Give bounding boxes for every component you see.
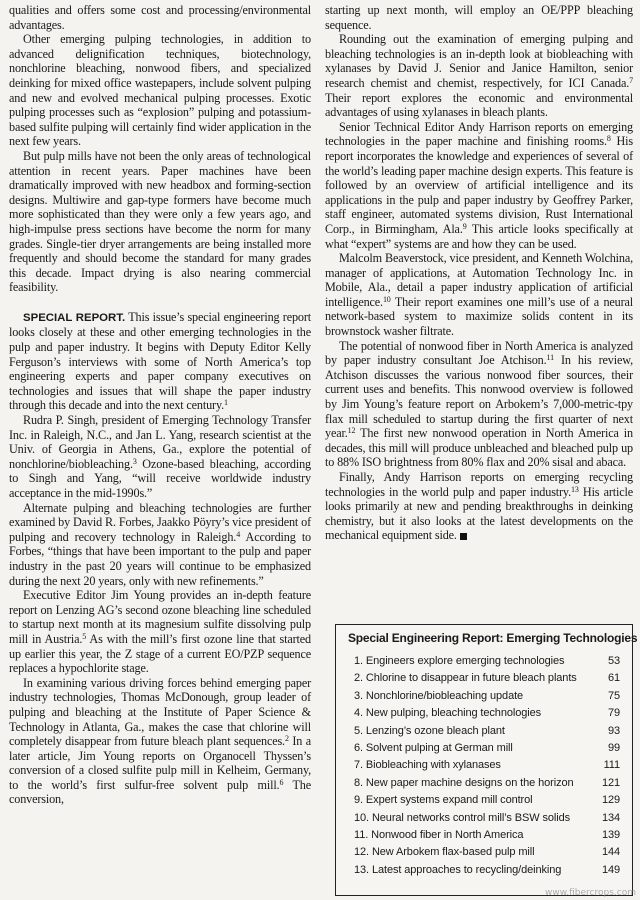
special-report-kicker: SPECIAL REPORT.	[23, 311, 126, 324]
left-column	[9, 3, 311, 807]
paragraph-text: Rudra P. Singh, president of Emerging Technology Transfer Inc. in Raleigh, N.C., and Jan L. Yang, research scientist at the Univ. of Georgia in Athens, Ga., explore the potential of nonchlorine/biobleaching.	[9, 413, 311, 471]
paragraph-text: Their report explores the economic and environmental advantages of using xylanases in bleach plants.	[325, 90, 633, 120]
contents-item-page: 111	[603, 759, 620, 772]
contents-item-label: 3. Nonchlorine/biobleaching update	[354, 689, 524, 702]
paragraph: But pulp mills have not been the only areas of technological attention in recent years. Paper machines have been dramatically improved with new headbox and forming-section designs. Multiwire and gap-type formers have become much more sophisticated than they were only a few years ago, and high-impulse press sections have become the norm for many grades. Single-tier dryer arrangements are being installed more frequently and should become the standard for many grades this decade. Impact drying is also nearing commercial feasibility.	[9, 148, 311, 295]
contents-item	[348, 775, 624, 792]
paragraph-text: Malcolm Beaverstock, vice president, and Kenneth Wolchina, manager of applications, at Automation Technology Inc. in Mobile, Ala., detail a paper industry application of artificial intelligence.	[325, 251, 633, 309]
footnote-ref: 2	[284, 734, 289, 744]
paragraph-text: His report incorporates the knowledge and experiences of several of the world’s leading paper machine design experts. This feature is followed by an overview of artificial intelligence and its applications in the pulp and paper industry by Geoffrey Parker, staff engineer, automated systems division, Rust International Corp., in Birmingham, Ala.	[325, 134, 633, 236]
contents-item-page: 144	[601, 846, 620, 859]
paragraph	[325, 120, 633, 251]
paragraph-text: The conversion,	[9, 777, 311, 807]
contents-item-label: 6. Solvent pulping at German mill	[354, 742, 513, 755]
contents-item	[348, 705, 624, 722]
paragraph-text: This issue’s special engineering report looks closely at these and other emerging technologies in the pulp and paper industry. It begins with Deputy Editor Kelly Ferguson’s interviews with some of North America’s top engineering experts and paper company executives on technologies and issues that will shape the paper industry through this decade and into the next century.	[9, 309, 311, 413]
contents-item-label: 9. Expert systems expand mill control	[354, 794, 533, 807]
contents-item-label: 13. Latest approaches to recycling/deinking	[354, 863, 562, 876]
contents-item-page: 139	[601, 829, 620, 842]
paragraph	[325, 32, 633, 120]
paragraph-text: As with the mill’s first ozone line that started up earlier this year, the Z stage of a current EO/PZP sequence replaces a hypochlorite stage.	[9, 631, 311, 676]
footnote-ref: 6	[279, 777, 284, 787]
footnote-ref: 1	[224, 398, 228, 408]
paragraph-text: According to Forbes, “things that have been important to the pulp and paper industry in the past 20 years will continue to be emphasized during the next 20 years, only with new refinements.”	[9, 529, 311, 588]
contents-item	[348, 757, 624, 774]
footnote-ref: 3	[132, 456, 137, 466]
paragraph-text: In a later article, Jim Young reports on Organocell Thyssen’s conversion of a closed sulfite pulp mill in Kelheim, Germany, to the world’s first sulfur-free solvent pulp mill.	[9, 734, 312, 792]
paragraph	[325, 339, 633, 470]
contents-list	[348, 653, 624, 879]
contents-item-page: 99	[607, 742, 620, 755]
contents-item	[348, 792, 624, 809]
paragraph-text: The potential of nonwood fiber in North America is analyzed by paper industry consultant Joe Atchison.	[325, 338, 633, 368]
contents-item-page: 75	[607, 689, 620, 702]
paragraph	[9, 501, 311, 589]
contents-item	[348, 688, 624, 705]
footnote-ref: 11	[546, 353, 554, 363]
contents-item-page: 61	[607, 672, 620, 685]
contents-item-page: 79	[607, 707, 620, 720]
paragraph	[9, 413, 311, 501]
contents-title: Special Engineering Report: Emerging Technologies	[348, 631, 638, 645]
contents-item-label: 4. New pulping, bleaching technologies	[354, 707, 541, 720]
contents-item	[348, 844, 624, 861]
contents-item-label: 5. Lenzing’s ozone bleach plant	[354, 724, 505, 737]
contents-item-label: 1. Engineers explore emerging technologies	[354, 655, 565, 667]
paragraph-text: In his review, Atchison discusses the various nonwood fiber sources, their current uses and benefits. This nonwood overview is followed by Jim Young’s feature report on Arbokem’s 7,000-metric-tpy flax mill scheduled to startup during the first quarter of next year.	[325, 353, 633, 441]
end-of-article-mark	[460, 533, 467, 540]
right-column	[325, 3, 633, 543]
paragraph: Other emerging pulping technologies, in addition to advanced delignification techniques, biotechnology, nonchlorine bleaching, nonwood fibers, and specialized deinking for mixed office wastepapers, include solvent pulping and new and evolved mechanical pulping processes. Exotic pulping processes such as “explosion” pulping and potassium-based sulfite pulping will certainly find wider application in the next few years.	[9, 32, 311, 149]
contents-item	[348, 723, 624, 740]
footnote-ref: 13	[571, 484, 579, 494]
contents-item-page: 134	[601, 811, 620, 824]
paragraph-text: His article looks primarily at new and pending breakthroughs in deinking chemistry, but it also looks at the latest developments on the mechanical equipment side.	[325, 484, 634, 543]
contents-item	[348, 670, 624, 687]
footnote-ref: 9	[462, 221, 467, 231]
footnote-ref: 4	[236, 529, 241, 539]
paragraph-text: The first new nonwood operation in North America in decades, this mill will produce unbleached and bleached pulp up to 88% ISO brightness from 80% flax and 20% sisal and abaca.	[325, 426, 633, 470]
contents-item	[348, 740, 624, 757]
contents-item-page: 53	[607, 655, 620, 667]
paragraph	[325, 251, 633, 339]
contents-item-label: 8. New paper machine designs on the horizon	[354, 776, 574, 789]
footnote-ref: 12	[347, 426, 356, 436]
paragraph-text: In examining various driving forces behind emerging paper industry technologies, Thomas McDonough, group leader of pulping and bleaching at the Institute of Paper Science & Technology in Atlanta, Ga., makes the case that chlorine will completely disappear from future bleach plant sequences.	[9, 675, 311, 749]
contents-item	[348, 810, 624, 827]
contents-item-label: 10. Neural networks control mill’s BSW solids	[354, 811, 570, 824]
paragraph	[9, 676, 311, 807]
contents-item-page: 93	[607, 724, 620, 737]
contents-box	[335, 624, 638, 896]
footnote-ref: 10	[382, 294, 391, 304]
contents-item-label: 11. Nonwood fiber in North America	[354, 829, 524, 842]
paragraph-text: Executive Editor Jim Young provides an in-depth feature report on Lenzing AG’s second ozone bleaching line scheduled to startup next month at its magnesium sulfite dissolving pulp mill in Austria.	[9, 588, 311, 646]
paragraph-text: Ozone-based bleaching, according to Singh and Yang, “will receive worldwide industry acceptance in the mid-1990s.”	[9, 456, 311, 500]
contents-item	[348, 827, 624, 844]
contents-item-label: 7. Biobleaching with xylanases	[354, 759, 501, 772]
contents-item	[348, 653, 624, 670]
special-report-paragraph	[9, 310, 311, 413]
paragraph-text: Alternate pulping and bleaching technologies are further examined by David R. Forbes, Jaakko Pöyry’s vice president of pulping and recovery technology in Raleigh.	[9, 500, 311, 544]
paragraph	[9, 588, 311, 676]
contents-item-page: 121	[601, 776, 620, 789]
paragraph-text: Senior Technical Editor Andy Harrison reports on emerging technologies in the paper machine and finishing rooms.	[325, 119, 633, 149]
paragraph: qualities and offers some cost and processing/environmental advantages.	[9, 3, 311, 32]
contents-item-page: 149	[601, 863, 620, 876]
contents-item-label: 12. New Arbokem flax-based pulp mill	[354, 846, 535, 859]
contents-item-page: 129	[601, 794, 620, 807]
paragraph-text: This article looks specifically at what “expert” systems are and how they can be used.	[325, 221, 633, 251]
contents-item	[348, 862, 624, 879]
paragraph-text: Their report examines one mill’s use of a neural network-based system to maximize solids content in its brownstock washer filtrate.	[325, 294, 633, 339]
footnote-ref: 8	[606, 134, 611, 144]
watermark: www.fibercrops.com	[545, 888, 636, 898]
paragraph: starting up next month, will employ an OE/PPP bleaching sequence.	[325, 3, 633, 32]
paragraph-text: Rounding out the examination of emerging pulping and bleaching technologies is an in-depth look at biobleaching with xylanases by David J. Senior and Janice Hamilton, senior research chemist and chemist, respectively, for ICI Canada.	[325, 32, 633, 90]
contents-item-label: 2. Chlorine to disappear in future bleach plants	[354, 672, 577, 685]
footnote-ref: 5	[82, 631, 87, 641]
footnote-ref: 7	[629, 75, 633, 85]
paragraph	[325, 470, 633, 543]
paragraph-text: Finally, Andy Harrison reports on emerging recycling technologies in the world pulp and paper industry.	[325, 470, 633, 499]
